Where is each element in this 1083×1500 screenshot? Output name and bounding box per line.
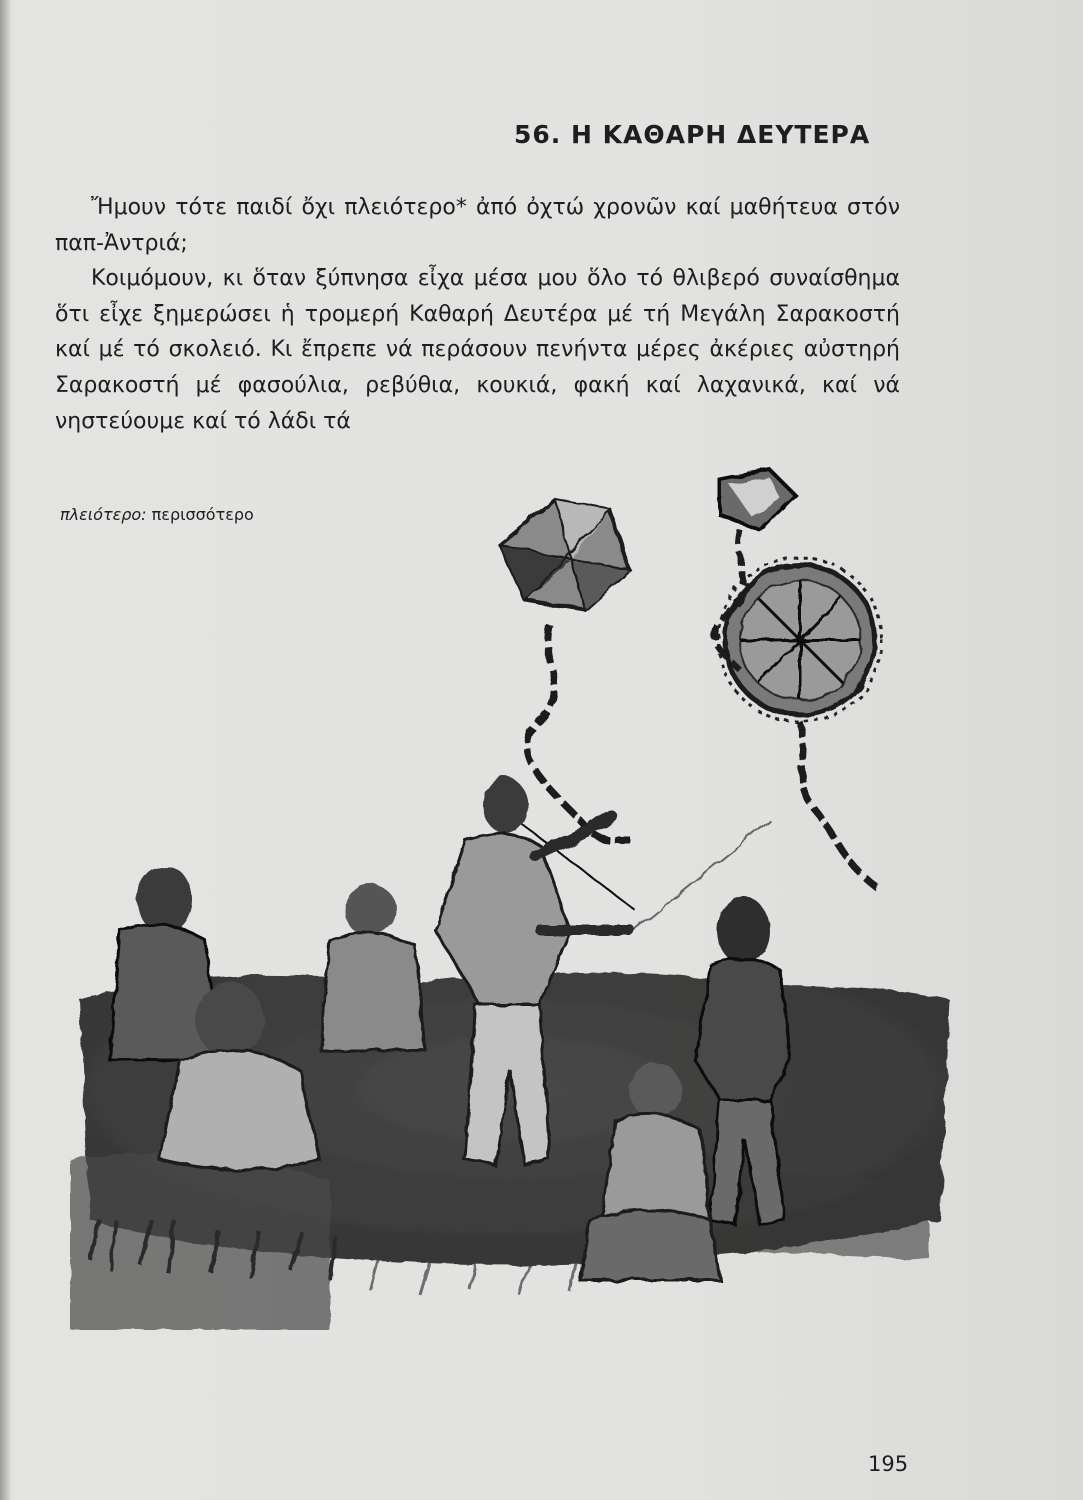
chapter-body [55,190,900,439]
paragraph-2: Κοιμόμουν, κι ὅταν ξύπνησα εἶχα μέσα μου ὅλο τό θλιβερό συναίσθημα ὅτι εἶχε ξημερώσει ἡ τρομερή Καθαρή Δευτέρα μέ τή Μεγάλη Σαρακοστή καί μέ τό σκολειό. Κι ἔπρεπε νά περάσουν πενήντα μέρες ἀκέριες αὐστηρή Σαρακοστή μέ φασούλια, ρεβύθια, κουκιά, φακή καί λαχανικά, καί νά νηστεύουμε καί τό λάδι τά [55,266,900,434]
kite-flying-sketch-icon [70,460,950,1330]
page-number: 195 [868,1452,909,1476]
footnote-definition: περισσότερο [146,505,254,524]
paragraph-1: Ἤμουν τότε παιδί ὄχι πλειότερο* ἀπό ὀχτώ χρονῶν καί μαθήτευα στόν παπ-Ἀντριά; [55,195,900,256]
chapter-title: 56. Η ΚΑΘΑΡΗ ΔΕΥΤΕΡΑ [514,120,871,149]
footnote-term: πλειότερο: [60,505,147,524]
page-binding-shadow [0,0,10,1500]
